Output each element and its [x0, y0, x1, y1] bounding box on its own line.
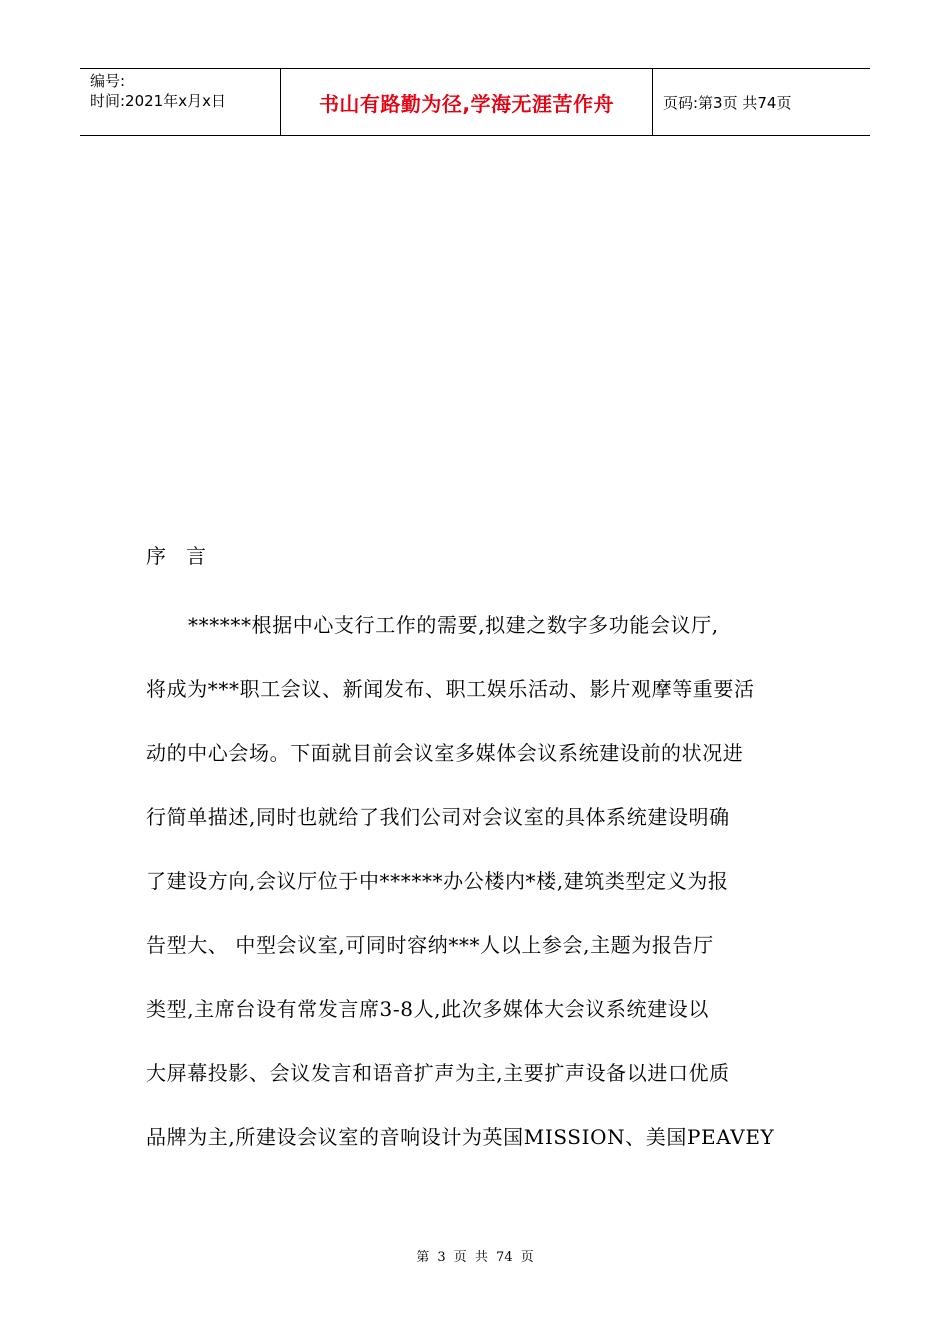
paragraph-line: 告型大、 中型会议室,可同时容纳***人以上参会,主题为报告厅 [146, 933, 714, 957]
page-footer: 第 3 页 共 74 页 [416, 1250, 534, 1265]
paragraph-line: 动的中心会场。下面就目前会议室多媒体会议系统建设前的状况进 [146, 741, 744, 765]
paragraph-line: ******根据中心支行工作的需要,拟建之数字多功能会议厅, [188, 613, 719, 637]
paragraph-line: 类型,主席台设有常发言席3-8人,此次多媒体大会议系统建设以 [146, 997, 709, 1021]
paragraph-line: 了建设方向,会议厅位于中******办公楼内*楼,建筑类型定义为报 [146, 869, 729, 893]
paragraph-line: 品牌为主,所建设会议室的音响设计为英国MISSION、美国PEAVEY [146, 1125, 775, 1149]
document-header [80, 68, 870, 136]
paragraph-line: 大屏幕投影、会议发言和语音扩声为主,主要扩声设备以进口优质 [146, 1061, 730, 1085]
header-meta-cell [80, 69, 281, 135]
paragraph-line: 行简单描述,同时也就给了我们公司对会议室的具体系统建设明确 [146, 805, 730, 829]
date-label: 时间:2021年x月x日 [90, 92, 226, 110]
paragraph-line: 将成为***职工会议、新闻发布、职工娱乐活动、影片观摩等重要活 [146, 677, 755, 701]
section-title: 序言 [146, 544, 226, 568]
header-page-info: 页码:第3页 共74页 [663, 93, 792, 112]
doc-number-label: 编号: [90, 72, 126, 90]
header-motto: 书山有路勤为径,学海无涯苦作舟 [281, 69, 653, 135]
body-paragraph [146, 593, 810, 1169]
